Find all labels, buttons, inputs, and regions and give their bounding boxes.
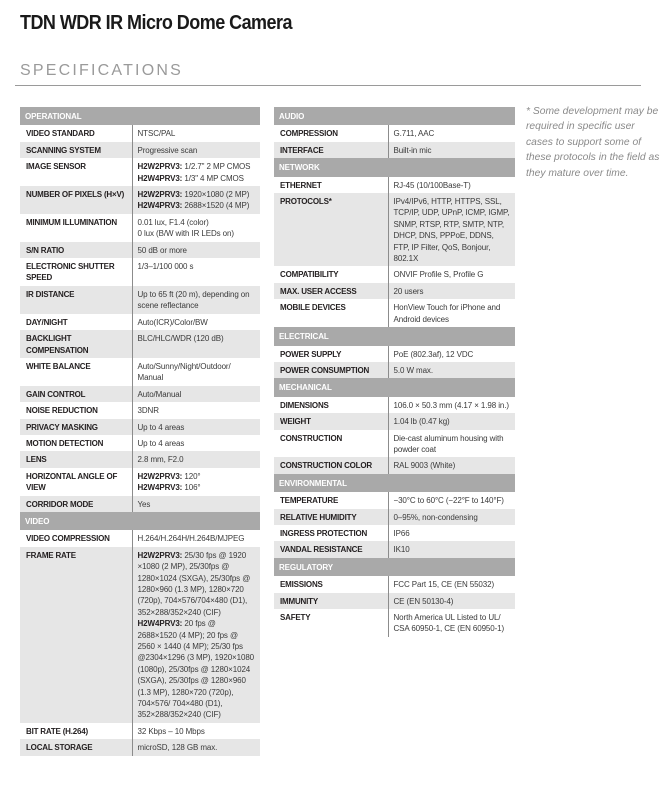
spec-label: CONSTRUCTION COLOR bbox=[274, 457, 388, 473]
spec-row bbox=[274, 609, 515, 637]
spec-row bbox=[20, 530, 260, 546]
spec-value bbox=[388, 397, 515, 413]
right-spec-table bbox=[274, 107, 515, 637]
spec-value bbox=[132, 142, 260, 158]
section-title: MECHANICAL bbox=[274, 378, 515, 396]
spec-value-line bbox=[394, 596, 512, 607]
spec-label: NUMBER OF PIXELS (H×V) bbox=[20, 186, 132, 214]
value-text: BLC/HLC/WDR (120 dB) bbox=[137, 334, 224, 344]
spec-value-line bbox=[138, 128, 257, 139]
value-text: RAL 9003 (White) bbox=[393, 461, 456, 471]
spec-value bbox=[388, 576, 515, 592]
spec-value bbox=[388, 299, 515, 327]
spec-value bbox=[132, 468, 260, 496]
left-spec-table bbox=[20, 107, 260, 756]
spec-row bbox=[274, 576, 515, 592]
spec-label: VIDEO COMPRESSION bbox=[20, 530, 132, 546]
spec-row bbox=[20, 468, 260, 496]
value-text: Auto/Manual bbox=[137, 389, 182, 399]
spec-label: VIDEO STANDARD bbox=[20, 125, 132, 141]
spec-value-line bbox=[394, 512, 512, 523]
right-spec-column bbox=[274, 107, 515, 637]
spec-value-line bbox=[394, 400, 512, 411]
spec-label: NOISE REDUCTION bbox=[20, 402, 132, 418]
section-header bbox=[274, 474, 515, 492]
value-text: 1/3" 4 MP CMOS bbox=[182, 173, 244, 183]
value-text: Built-in mic bbox=[393, 145, 432, 155]
value-text: 1/2.7" 2 MP CMOS bbox=[182, 162, 251, 172]
spec-label: FRAME RATE bbox=[20, 547, 132, 723]
value-text: Progressive scan bbox=[137, 145, 198, 155]
spec-label: CONSTRUCTION bbox=[274, 430, 388, 458]
spec-value-line bbox=[394, 269, 512, 280]
spec-row bbox=[274, 266, 515, 282]
spec-value-line bbox=[394, 433, 512, 456]
spec-value-line bbox=[394, 128, 512, 139]
spec-value-line bbox=[138, 454, 257, 465]
spec-value bbox=[132, 242, 260, 258]
spec-value-line bbox=[394, 544, 512, 555]
spec-label: PROTOCOLS* bbox=[274, 193, 388, 266]
section-header bbox=[20, 512, 260, 530]
spec-value bbox=[388, 492, 515, 508]
spec-row bbox=[20, 386, 260, 402]
value-text: IPv4/IPv6, HTTP, HTTPS, SSL, TCP/IP, UDP, UPnP, ICMP, IGMP, SNMP, RTSP, RTP, SMTP, NTP, DHCP, DNS, PPPoE, DDNS, FTP, IP Filter, QoS, Bonjour, 802.1X bbox=[393, 197, 510, 264]
value-text: 0.01 lux, F1.4 (color) bbox=[137, 217, 209, 227]
value-text: H.264/H.264H/H.264B/MJPEG bbox=[137, 534, 245, 544]
spec-label: ELECTRONIC SHUTTER SPEED bbox=[20, 258, 132, 286]
spec-label: RELATIVE HUMIDITY bbox=[274, 509, 388, 525]
spec-row bbox=[274, 362, 515, 378]
spec-value bbox=[388, 283, 515, 299]
value-text: 1.04 lb (0.47 kg) bbox=[393, 417, 450, 427]
value-text: FCC Part 15, CE (EN 55032) bbox=[393, 580, 495, 590]
spec-value-line bbox=[394, 612, 512, 635]
spec-label: POWER SUPPLY bbox=[274, 346, 388, 362]
spec-label: MAX. USER ACCESS bbox=[274, 283, 388, 299]
model-name: H2W4PRV3: bbox=[137, 619, 183, 629]
spec-value-line bbox=[138, 228, 257, 239]
spec-label: DAY/NIGHT bbox=[20, 314, 132, 330]
spec-value bbox=[388, 413, 515, 429]
value-text: 20 fps @ 2688×1520 (4 MP); 20 fps @ 2560 × 1440 (4 MP); 25/30 fps @2304×1296 (3 MP), 1920×1080 (1080p), 25/30fps @ 1280×1024 (SXGA), 25/30fps @ 1280×960 (1.3 MP), 1280×720 (720p), 704×576/ 704×480 (D1), 352×288/352×240 (CIF) bbox=[137, 619, 255, 720]
model-name: H2W4PRV3: bbox=[137, 173, 183, 183]
spec-label: LOCAL STORAGE bbox=[20, 739, 132, 755]
spec-value-line bbox=[394, 145, 512, 156]
spec-label: ETHERNET bbox=[274, 177, 388, 193]
spec-label: INTERFACE bbox=[274, 142, 388, 158]
spec-label: MINIMUM ILLUMINATION bbox=[20, 214, 132, 242]
spec-label: EMISSIONS bbox=[274, 576, 388, 592]
protocols-footnote: * Some development may be required in specific user cases to support some of these protocols in the field as they mature over time. bbox=[526, 106, 660, 179]
value-text: 25/30 fps @ 1920 ×1080 (2 MP), 25/30fps @ 1280×1024 (SXGA), 25/30fps @ 1280×960 (1.3 MP), 1280×720 (720p), 704×576/704×480 (D1), 352×288/352×240 (CIF) bbox=[137, 550, 251, 617]
spec-label: VANDAL RESISTANCE bbox=[274, 541, 388, 557]
spec-value-line bbox=[138, 550, 257, 618]
spec-value-line bbox=[138, 289, 257, 312]
spec-value-line bbox=[138, 726, 257, 737]
spec-row bbox=[274, 457, 515, 473]
value-text: NTSC/PAL bbox=[137, 129, 176, 139]
spec-value bbox=[132, 435, 260, 451]
spec-value bbox=[388, 430, 515, 458]
model-name: H2W4PRV3: bbox=[137, 483, 183, 493]
section-title: AUDIO bbox=[274, 107, 515, 125]
spec-label: S/N RATIO bbox=[20, 242, 132, 258]
value-text: 106° bbox=[182, 483, 201, 493]
value-text: 1920×1080 (2 MP) bbox=[182, 190, 250, 200]
value-text: G.711, AAC bbox=[393, 129, 435, 139]
spec-row bbox=[274, 193, 515, 266]
spec-label: IMAGE SENSOR bbox=[20, 158, 132, 186]
spec-value bbox=[388, 525, 515, 541]
spec-label: INGRESS PROTECTION bbox=[274, 525, 388, 541]
spec-label: LENS bbox=[20, 451, 132, 467]
section-header bbox=[274, 558, 515, 576]
value-text: Die-cast aluminum housing with powder coat bbox=[393, 433, 504, 454]
model-name: H2W2PRV3: bbox=[137, 471, 183, 481]
spec-row bbox=[20, 739, 260, 755]
spec-row bbox=[274, 593, 515, 609]
value-text: HonView Touch for iPhone and Android devices bbox=[393, 303, 501, 324]
spec-value-line bbox=[394, 460, 512, 471]
spec-row bbox=[20, 723, 260, 739]
value-text: IK10 bbox=[393, 545, 410, 555]
spec-value bbox=[132, 258, 260, 286]
spec-row bbox=[20, 258, 260, 286]
left-spec-column bbox=[20, 107, 260, 756]
spec-value bbox=[388, 346, 515, 362]
spec-label: SCANNING SYSTEM bbox=[20, 142, 132, 158]
section-title: ENVIRONMENTAL bbox=[274, 474, 515, 492]
value-text: ONVIF Profile S, Profile G bbox=[393, 270, 484, 280]
spec-row bbox=[274, 430, 515, 458]
spec-row bbox=[274, 541, 515, 557]
spec-value-line bbox=[394, 416, 512, 427]
value-text: IP66 bbox=[393, 528, 410, 538]
spec-row bbox=[274, 299, 515, 327]
spec-row bbox=[20, 435, 260, 451]
value-text: 0–95%, non-condensing bbox=[393, 512, 478, 522]
spec-row bbox=[20, 330, 260, 358]
spec-value-line bbox=[394, 302, 512, 325]
spec-value-line bbox=[138, 173, 257, 184]
spec-value-line bbox=[138, 333, 257, 344]
spec-value bbox=[132, 386, 260, 402]
spec-label: IR DISTANCE bbox=[20, 286, 132, 314]
spec-row bbox=[274, 125, 515, 141]
spec-label: TEMPERATURE bbox=[274, 492, 388, 508]
spec-value bbox=[132, 358, 260, 386]
spec-label: POWER CONSUMPTION bbox=[274, 362, 388, 378]
spec-value-line bbox=[138, 245, 257, 256]
spec-value bbox=[388, 125, 515, 141]
value-text: microSD, 128 GB max. bbox=[137, 743, 218, 753]
spec-value-line bbox=[138, 533, 257, 544]
spec-row bbox=[274, 346, 515, 362]
spec-value bbox=[388, 177, 515, 193]
spec-row bbox=[20, 358, 260, 386]
spec-row bbox=[274, 283, 515, 299]
spec-value bbox=[132, 330, 260, 358]
spec-value-line bbox=[394, 286, 512, 297]
spec-label: WEIGHT bbox=[274, 413, 388, 429]
spec-value-line bbox=[138, 189, 257, 200]
spec-value bbox=[132, 158, 260, 186]
value-text: Up to 4 areas bbox=[137, 438, 185, 448]
spec-value-line bbox=[394, 196, 512, 264]
spec-value-line bbox=[394, 495, 512, 506]
heading-divider bbox=[15, 85, 641, 86]
spec-row bbox=[274, 525, 515, 541]
value-text: CE (EN 50130-4) bbox=[393, 596, 454, 606]
spec-value-line bbox=[138, 217, 257, 228]
spec-row bbox=[20, 419, 260, 435]
spec-label: SAFETY bbox=[274, 609, 388, 637]
spec-value-line bbox=[138, 261, 257, 272]
spec-value bbox=[388, 509, 515, 525]
spec-value bbox=[132, 547, 260, 723]
value-text: 32 Kbps – 10 Mbps bbox=[137, 726, 205, 736]
value-text: 120° bbox=[182, 471, 201, 481]
spec-value-line bbox=[138, 618, 257, 721]
spec-value-line bbox=[138, 499, 257, 510]
spec-value bbox=[388, 541, 515, 557]
spec-value-line bbox=[138, 200, 257, 211]
spec-value bbox=[388, 457, 515, 473]
value-text: 2.8 mm, F2.0 bbox=[137, 455, 184, 465]
spec-value-line bbox=[394, 528, 512, 539]
spec-value bbox=[388, 266, 515, 282]
spec-value-line bbox=[138, 422, 257, 433]
section-title: REGULATORY bbox=[274, 558, 515, 576]
spec-label: IMMUNITY bbox=[274, 593, 388, 609]
spec-value bbox=[388, 193, 515, 266]
value-text: 106.0 × 50.3 mm (4.17 × 1.98 in.) bbox=[393, 400, 509, 410]
value-text: RJ-45 (10/100Base-T) bbox=[393, 180, 471, 190]
spec-label: BACKLIGHT COMPENSATION bbox=[20, 330, 132, 358]
value-text: North America UL Listed to UL/ CSA 60950-1, CE (EN 60950-1) bbox=[393, 613, 505, 634]
value-text: 1/3–1/100 000 s bbox=[137, 262, 194, 272]
spec-row bbox=[274, 177, 515, 193]
spec-row bbox=[20, 242, 260, 258]
spec-value bbox=[132, 739, 260, 755]
section-title: OPERATIONAL bbox=[20, 107, 260, 125]
spec-row bbox=[274, 413, 515, 429]
value-text: 2688×1520 (4 MP) bbox=[182, 201, 250, 211]
specifications-heading: SPECIFICATIONS bbox=[20, 62, 183, 79]
spec-label: WHITE BALANCE bbox=[20, 358, 132, 386]
spec-value-line bbox=[138, 482, 257, 493]
spec-value bbox=[132, 530, 260, 546]
spec-label: CORRIDOR MODE bbox=[20, 496, 132, 512]
spec-row bbox=[274, 509, 515, 525]
spec-value-line bbox=[138, 161, 257, 172]
value-text: Auto/Sunny/Night/Outdoor/ Manual bbox=[137, 361, 231, 383]
value-text: Yes bbox=[137, 499, 151, 509]
spec-row bbox=[20, 451, 260, 467]
value-text: 50 dB or more bbox=[137, 245, 187, 255]
spec-row bbox=[274, 142, 515, 158]
spec-row bbox=[20, 186, 260, 214]
spec-value bbox=[388, 609, 515, 637]
spec-label: HORIZONTAL ANGLE OF VIEW bbox=[20, 468, 132, 496]
value-text: Up to 65 ft (20 m), depending on scene reflectance bbox=[137, 289, 250, 311]
spec-label: BIT RATE (H.264) bbox=[20, 723, 132, 739]
section-title: VIDEO bbox=[20, 512, 260, 530]
spec-value-line bbox=[138, 361, 257, 384]
value-text: 3DNR bbox=[137, 406, 159, 416]
spec-row bbox=[20, 402, 260, 418]
value-text: −30°C to 60°C (−22°F to 140°F) bbox=[393, 496, 504, 506]
spec-value-line bbox=[138, 405, 257, 416]
spec-value bbox=[132, 496, 260, 512]
section-title: ELECTRICAL bbox=[274, 327, 515, 345]
spec-value bbox=[388, 593, 515, 609]
model-name: H2W2PRV3: bbox=[137, 162, 183, 172]
spec-label: COMPATIBILITY bbox=[274, 266, 388, 282]
spec-value-line bbox=[138, 471, 257, 482]
spec-label: GAIN CONTROL bbox=[20, 386, 132, 402]
spec-value-line bbox=[138, 317, 257, 328]
spec-value bbox=[132, 314, 260, 330]
spec-value-line bbox=[394, 349, 512, 360]
spec-row bbox=[20, 286, 260, 314]
spec-value bbox=[388, 142, 515, 158]
spec-row bbox=[20, 158, 260, 186]
spec-value bbox=[132, 402, 260, 418]
section-header bbox=[20, 107, 260, 125]
spec-row bbox=[20, 314, 260, 330]
spec-value bbox=[132, 186, 260, 214]
value-text: Up to 4 areas bbox=[137, 422, 185, 432]
section-header bbox=[274, 327, 515, 345]
value-text: Auto(ICR)/Color/BW bbox=[137, 317, 208, 327]
value-text: PoE (802.3af), 12 VDC bbox=[393, 349, 474, 359]
model-name: H2W2PRV3: bbox=[137, 190, 183, 200]
spec-label: COMPRESSION bbox=[274, 125, 388, 141]
spec-row bbox=[20, 214, 260, 242]
model-name: H2W4PRV3: bbox=[137, 201, 183, 211]
spec-label: DIMENSIONS bbox=[274, 397, 388, 413]
spec-value-line bbox=[138, 389, 257, 400]
spec-row bbox=[274, 492, 515, 508]
spec-row bbox=[20, 142, 260, 158]
spec-value bbox=[132, 125, 260, 141]
spec-value bbox=[132, 419, 260, 435]
model-name: H2W2PRV3: bbox=[137, 550, 183, 560]
page-title: TDN WDR IR Micro Dome Camera bbox=[20, 12, 292, 34]
spec-value bbox=[132, 723, 260, 739]
spec-row bbox=[20, 125, 260, 141]
value-text: 20 users bbox=[393, 286, 424, 296]
spec-value bbox=[132, 286, 260, 314]
spec-value bbox=[132, 451, 260, 467]
spec-value-line bbox=[394, 579, 512, 590]
spec-label: MOBILE DEVICES bbox=[274, 299, 388, 327]
spec-label: PRIVACY MASKING bbox=[20, 419, 132, 435]
section-header bbox=[274, 378, 515, 396]
section-header bbox=[274, 158, 515, 176]
value-text: 0 lux (B/W with IR LEDs on) bbox=[137, 229, 234, 239]
spec-value-line bbox=[138, 742, 257, 753]
spec-label: MOTION DETECTION bbox=[20, 435, 132, 451]
value-text: 5.0 W max. bbox=[393, 365, 433, 375]
spec-row bbox=[20, 496, 260, 512]
spec-value-line bbox=[138, 438, 257, 449]
spec-row bbox=[274, 397, 515, 413]
spec-value-line bbox=[394, 365, 512, 376]
spec-row bbox=[20, 547, 260, 723]
spec-value-line bbox=[394, 180, 512, 191]
spec-value-line bbox=[138, 145, 257, 156]
spec-value bbox=[132, 214, 260, 242]
spec-value bbox=[388, 362, 515, 378]
section-header bbox=[274, 107, 515, 125]
section-title: NETWORK bbox=[274, 158, 515, 176]
